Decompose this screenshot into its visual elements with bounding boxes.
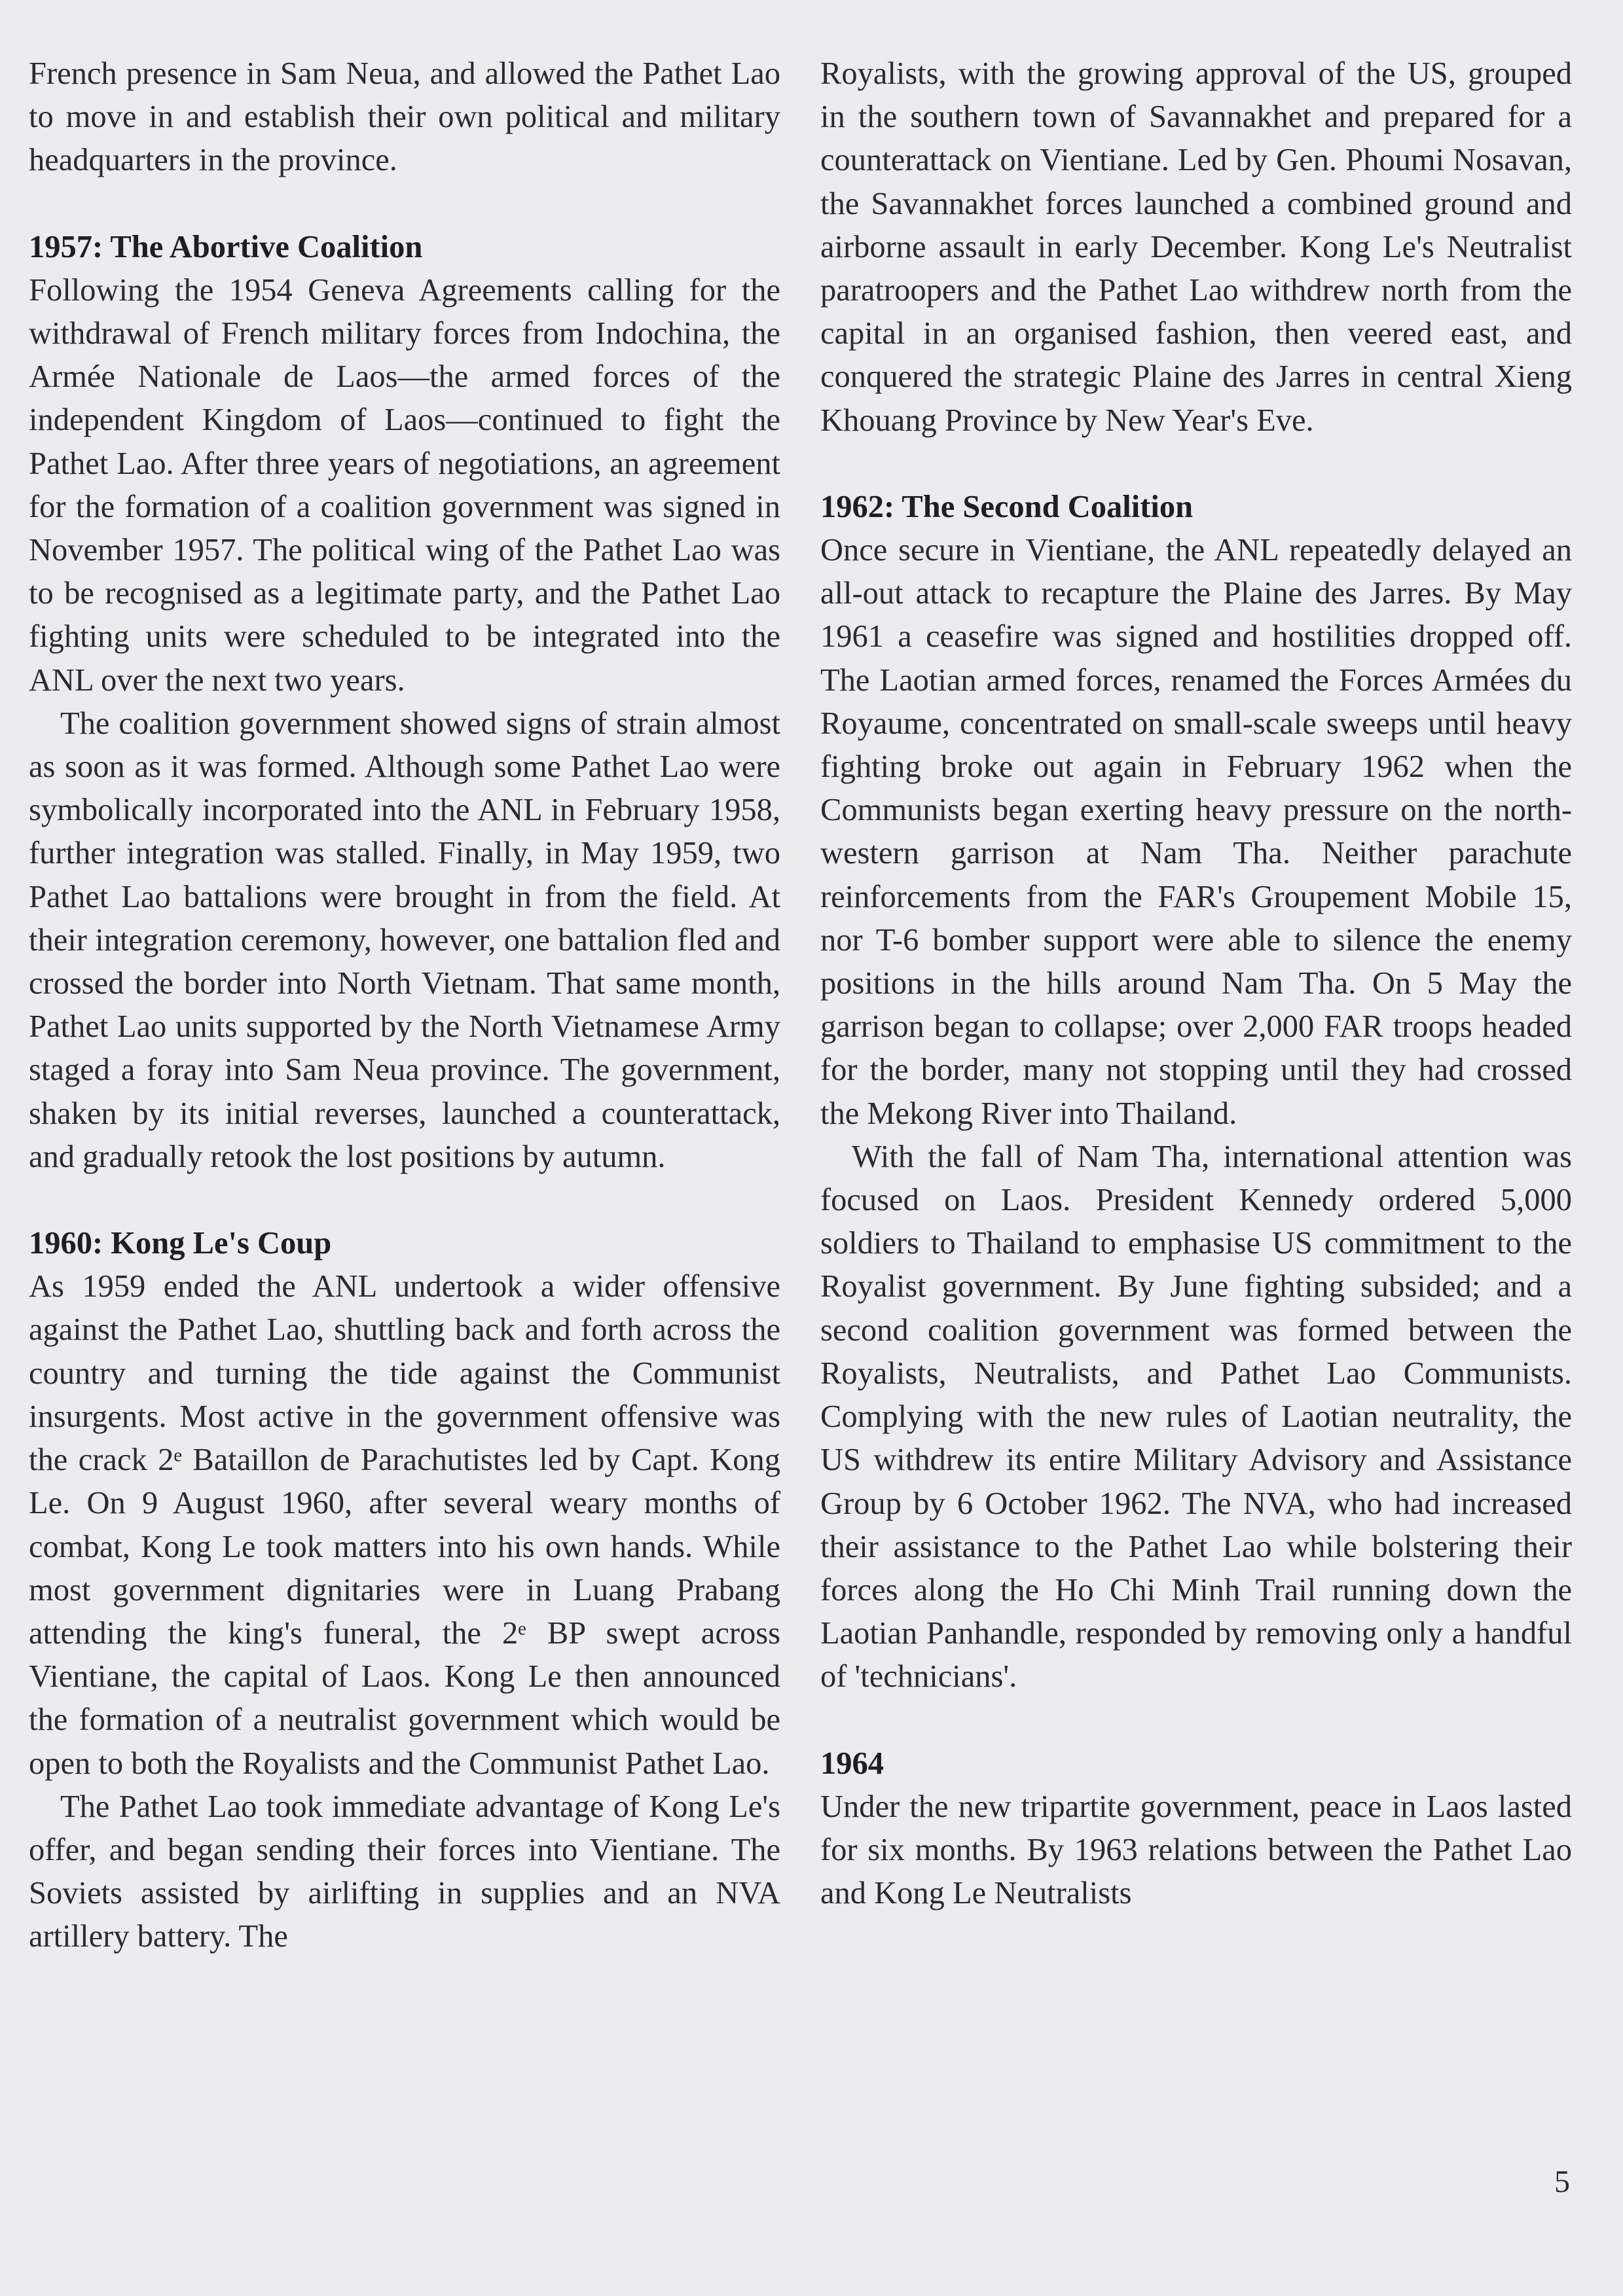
paragraph: Under the new tripartite government, peace in Laos lasted for six months. By 1963 relations between the Pathet Lao and Kong Le Neutralists [820, 1789, 1572, 1911]
left-column [29, 52, 780, 1959]
paragraph: Royalists, with the growing approval of the US, grouped in the southern town of Savannakhet and prepared for a counterattack on Vientiane. Led by Gen. Phoumi Nosavan, the Savannakhet forces launched a combined ground and airborne assault in early December. Kong Le's Neutralist paratroopers and the Pathet Lao withdrew north from the capital in an organised fashion, then veered east, and conquered the strategic Plaine des Jarres in central Xieng Khouang Province by New Year's Eve. [820, 56, 1572, 438]
section-heading-1962: 1962: The Second Coalition [820, 489, 1194, 524]
paragraph: Once secure in Vientiane, the ANL repeatedly delayed an all-out attack to recapture the Plaine des Jarres. By May 1961 a ceasefire was signed and hostilities dropped off. The Laotian armed forces, renamed the Forces Armées du Royaume, concentrated on small-scale sweeps until heavy fighting broke out again in February 1962 when the Communists began exerting heavy pressure on the north-western garrison at Nam Tha. Neither parachute reinforcements from the FAR's Groupement Mobile 15, nor T-6 bomber support were able to silence the enemy positions in the hills around Nam Tha. On 5 May the garrison began to collapse; over 2,000 FAR troops headed for the border, many not stopping until they had crossed the Mekong River into Thailand. [820, 533, 1572, 1131]
paragraph: The Pathet Lao took immediate advantage of Kong Le's offer, and began sending their forces into Vientiane. The Soviets assisted by airlifting in supplies and an NVA artillery battery. The [29, 1789, 780, 1954]
section-heading-1964: 1964 [820, 1746, 884, 1781]
paragraph: French presence in Sam Neua, and allowed the Pathet Lao to move in and establish their own political and military headquarters in the province. [29, 56, 780, 178]
paragraph: As 1959 ended the ANL undertook a wider offensive against the Pathet Lao, shuttling back and forth across the country and turning the tide against the Communist insurgents. Most active in the government offensive was the crack 2ᵉ Bataillon de Parachutistes led by Capt. Kong Le. On 9 August 1960, after several weary months of combat, Kong Le took matters into his own hands. While most government dignitaries were in Luang Prabang attending the king's funeral, the 2ᵉ BP swept across Vientiane, the capital of Laos. Kong Le then announced the formation of a neutralist government which would be open to both the Royalists and the Communist Pathet Lao. [29, 1269, 780, 1781]
paragraph: Following the 1954 Geneva Agreements calling for the withdrawal of French military forces from Indochina, the Armée Nationale de Laos—the armed forces of the independent Kingdom of Laos—continued to fight the Pathet Lao. After three years of negotiations, an agreement for the formation of a coalition government was signed in November 1957. The political wing of the Pathet Lao was to be recognised as a legitimate party, and the Pathet Lao fighting units were scheduled to be integrated into the ANL over the next two years. [29, 272, 780, 698]
section-heading-1960: 1960: Kong Le's Coup [29, 1226, 332, 1261]
page-number: 5 [1554, 2164, 1570, 2199]
paragraph: The coalition government showed signs of strain almost as soon as it was formed. Although some Pathet Lao were symbolically incorporated into the ANL in February 1958, further integration was stalled. Finally, in May 1959, two Pathet Lao battalions were brought in from the field. At their integration ceremony, however, one battalion fled and crossed the border into North Vietnam. That same month, Pathet Lao units supported by the North Vietnamese Army staged a foray into Sam Neua province. The government, shaken by its initial reverses, launched a counterattack, and gradually retook the lost positions by autumn. [29, 706, 780, 1174]
right-column [820, 52, 1572, 1915]
section-heading-1957: 1957: The Abortive Coalition [29, 229, 423, 264]
paragraph: With the fall of Nam Tha, international attention was focused on Laos. President Kennedy ordered 5,000 soldiers to Thailand to emphasise US commitment to the Royalist government. By June fighting subsided; and a second coalition government was formed between the Royalists, Neutralists, and Pathet Lao Communists. Complying with the new rules of Laotian neutrality, the US withdrew its entire Military Advisory and Assistance Group by 6 October 1962. The NVA, who had increased their assistance to the Pathet Lao while bolstering their forces along the Ho Chi Minh Trail running down the Laotian Panhandle, responded by removing only a handful of 'technicians'. [820, 1139, 1572, 1695]
